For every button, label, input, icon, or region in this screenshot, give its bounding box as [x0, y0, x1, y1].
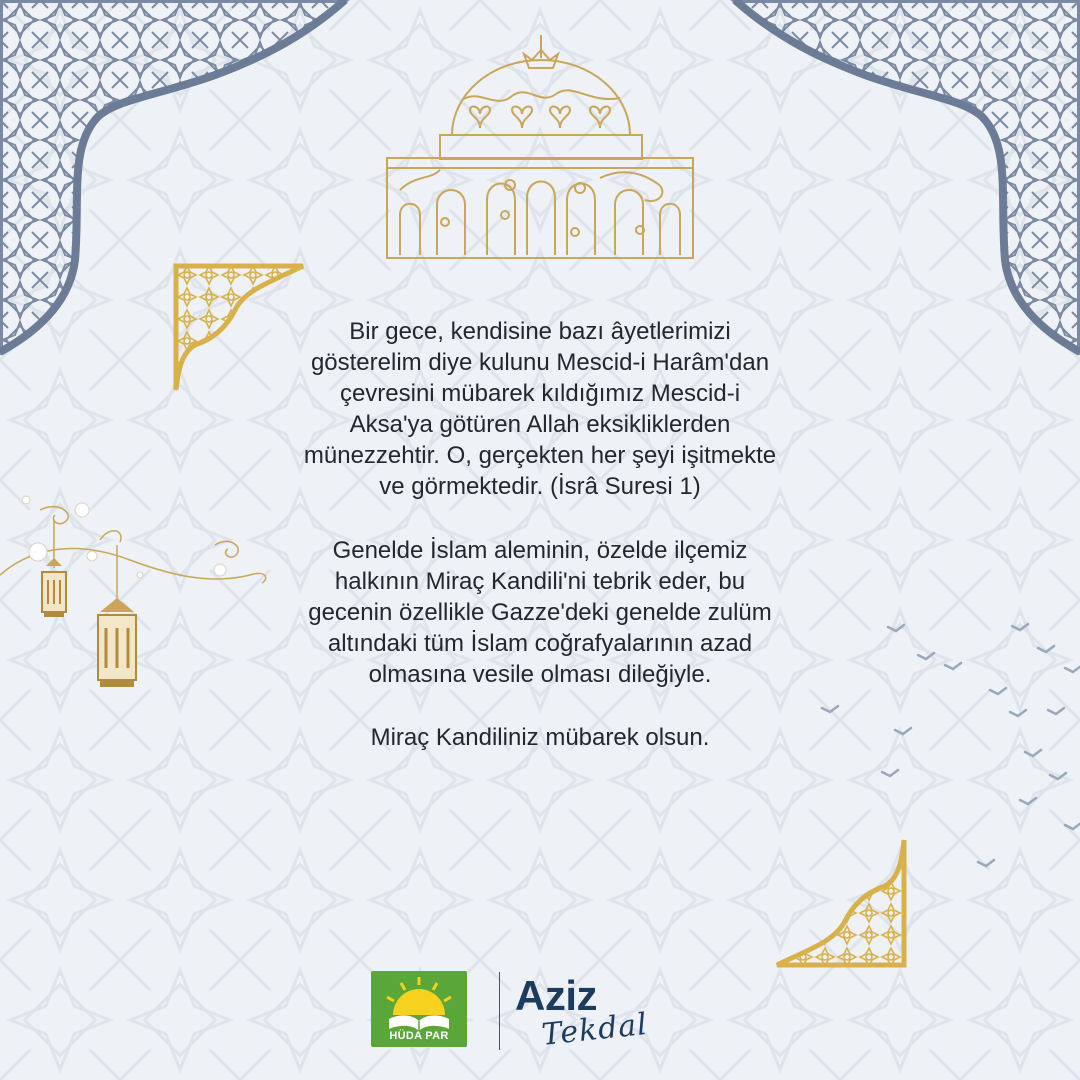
- greeting-line: altındaki tüm İslam coğrafyalarının azad: [327, 630, 753, 657]
- verse-line: ve görmektedir. (İsrâ Suresi 1): [379, 473, 701, 500]
- verse-line: Bir gece, kendisine bazı âyetlerimizi: [349, 318, 731, 345]
- verse-paragraph: [230, 316, 850, 502]
- greeting-line: Genelde İslam aleminin, özelde ilçemiz: [332, 537, 748, 564]
- verse-line: çevresini mübarek kıldığımız Mescid-i: [339, 380, 741, 407]
- party-logo: [371, 971, 467, 1047]
- bird-icon: [822, 624, 1080, 866]
- verse-line: münezzehtir. O, gerçekten her şeyi işitmekte: [303, 442, 777, 469]
- greeting-line: olmasına vesile olması dileğiyle.: [368, 661, 712, 688]
- verse-line: Aksa'ya götüren Allah eksikliklerden: [349, 411, 731, 438]
- greeting-paragraph: [230, 535, 850, 690]
- verse-line: gösterelim diye kulunu Mescid-i Harâm'dan: [310, 349, 770, 376]
- signature-surname: Tekdal: [540, 1006, 650, 1053]
- closing-line: Miraç Kandiliniz mübarek olsun.: [370, 724, 710, 751]
- footer-divider: [499, 972, 500, 1050]
- sun-icon: [387, 977, 451, 1015]
- greeting-line: halkının Miraç Kandili'ni tebrik eder, bu: [334, 568, 746, 595]
- message-block: [230, 316, 850, 753]
- party-logo-text: HÜDA PAR: [389, 1030, 449, 1042]
- greeting-line: gecenin özellikle Gazze'deki genelde zulüm: [308, 599, 772, 626]
- signature-name: Aziz: [515, 972, 597, 1019]
- book-icon: [389, 1015, 449, 1031]
